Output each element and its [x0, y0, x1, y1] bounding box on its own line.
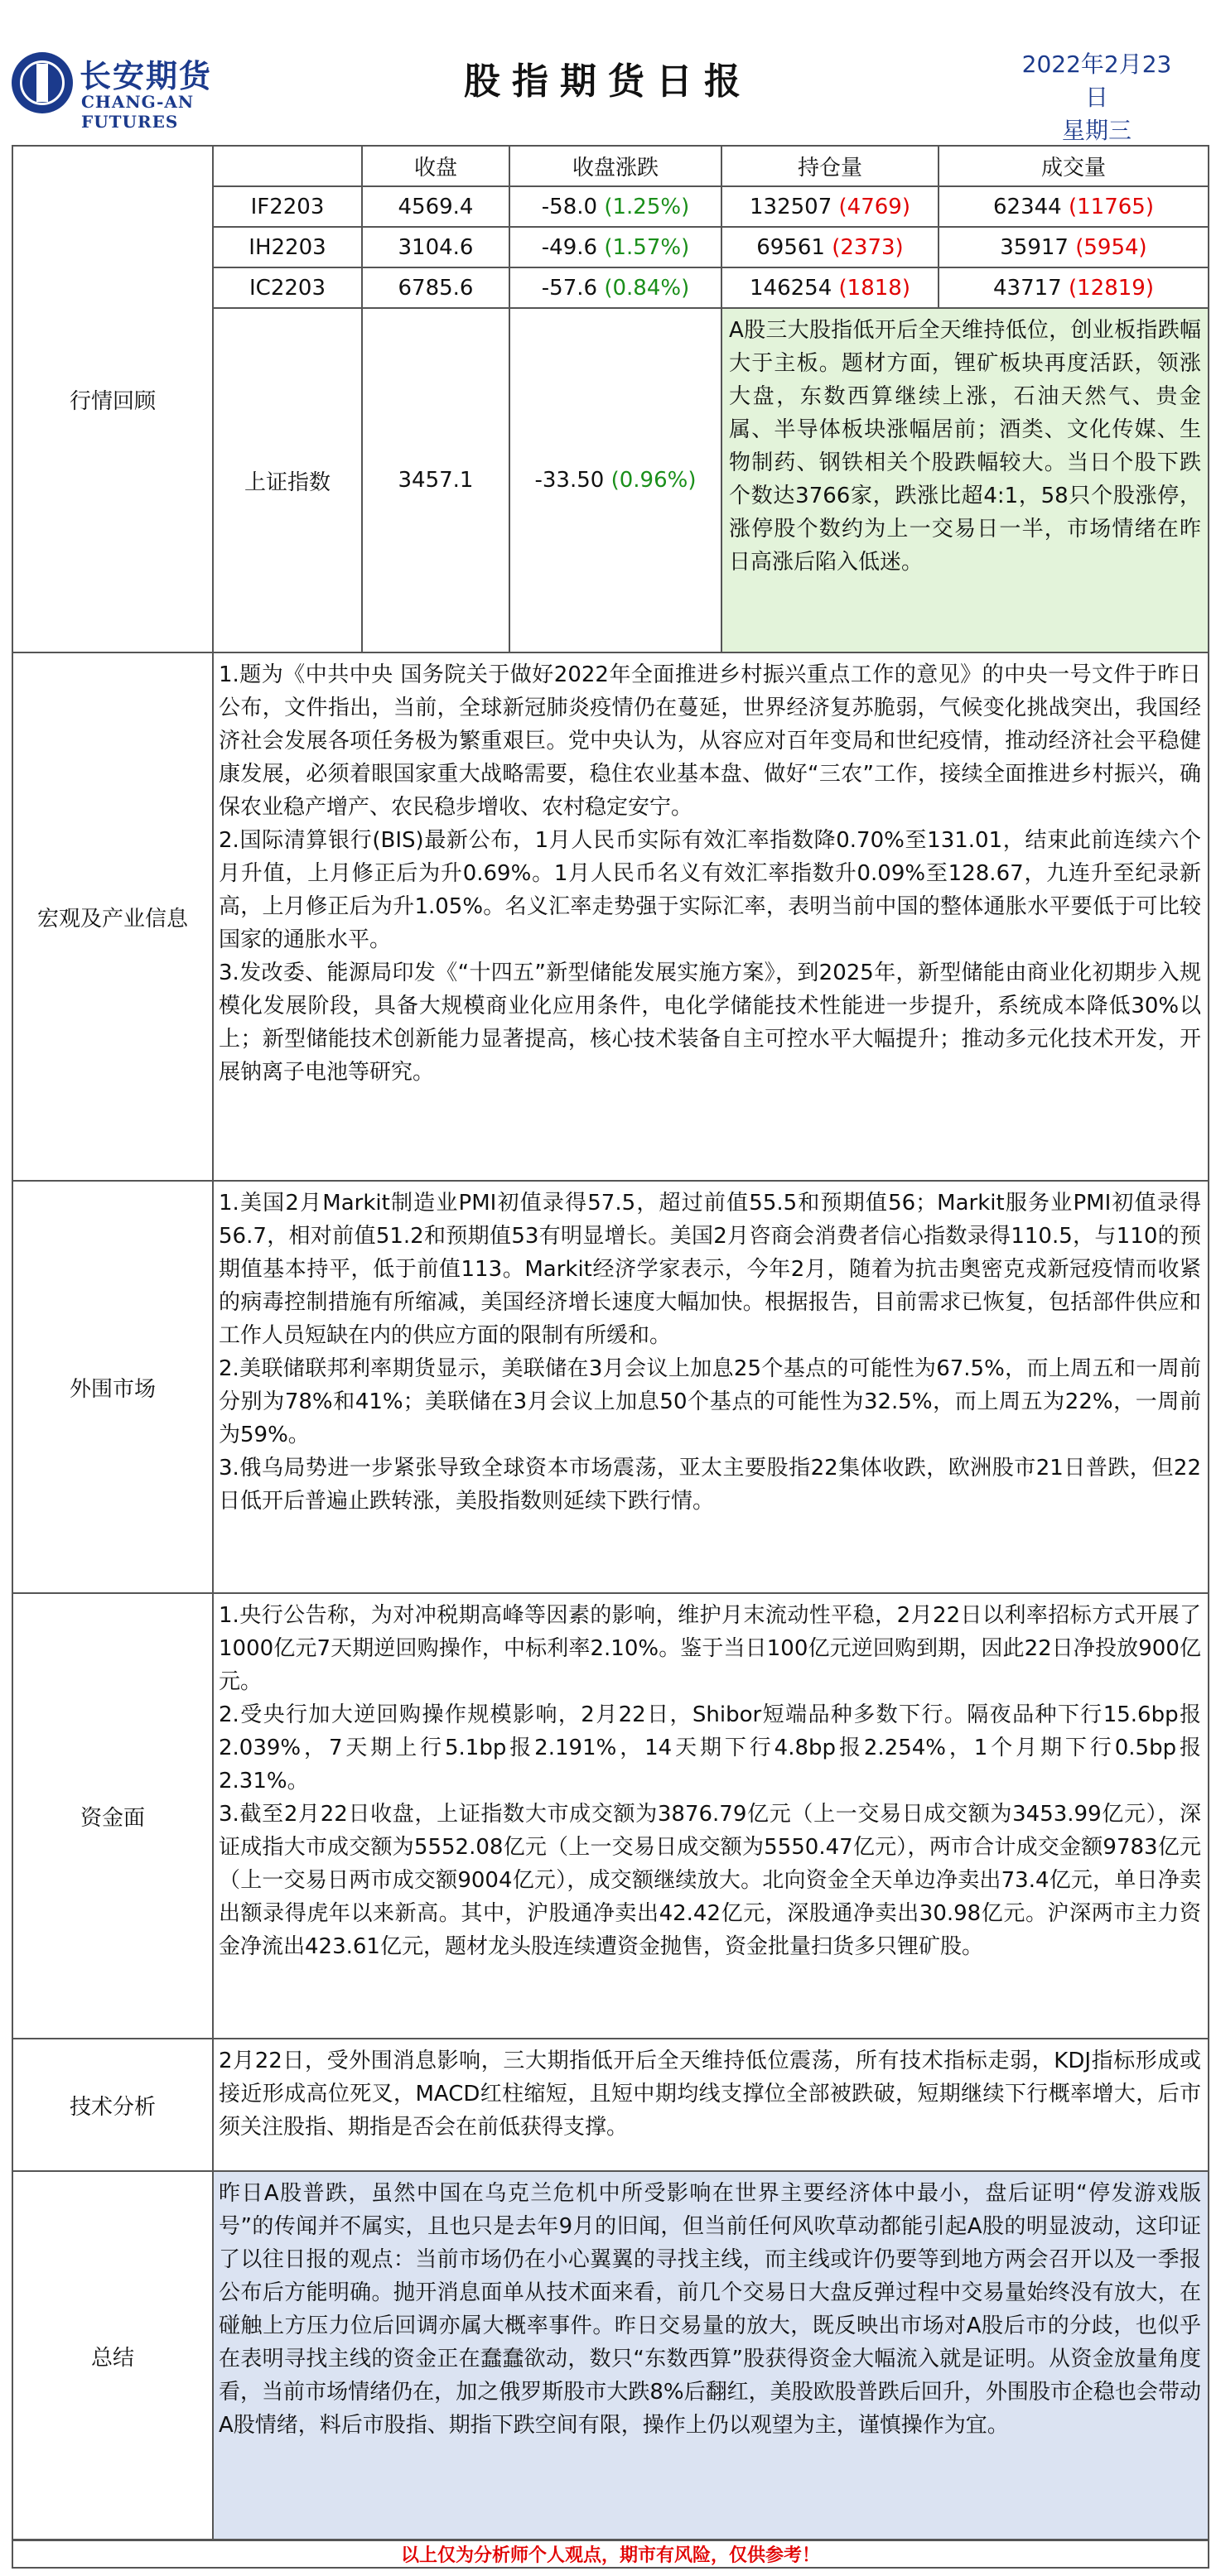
disclaimer-footer: 以上仅为分析师个人观点，期市有风险，仅供参考！: [12, 2539, 1209, 2569]
macro-content: [214, 653, 1208, 1180]
contract-code: IC2203: [214, 268, 363, 307]
section-label-market: 行情回顾: [13, 147, 214, 652]
macro-paragraph: 1.题为《中共中央 国务院关于做好2022年全面推进乡村振兴重点工作的意见》的中央一号文件于昨日公布，文件指出，当前，全球新冠肺炎疫情仍在蔓延，世界经济复苏脆弱，气候变化挑战突出，我国经济社会发展各项任务极为繁重艰巨。党中央认为，从容应对百年变局和世纪疫情，推动经济社会平稳健康发展，必须着眼国家重大战略需要，稳住农业基本盘、做好“三农”工作，接续全面推进乡村振兴，确保农业稳产增产、农民稳步增收、农村稳定安宁。: [219, 662, 1201, 820]
oi-number: 132507: [750, 194, 832, 219]
volume-change: (5954): [1075, 234, 1147, 260]
open-interest-value: [722, 228, 939, 267]
index-row: [214, 309, 1208, 652]
volume-value: [939, 187, 1208, 226]
contract-code: IF2203: [214, 187, 363, 226]
volume-value: [939, 228, 1208, 267]
funds-paragraph: 1.央行公告称，为对冲税期高峰等因素的影响，维护月末流动性平稳，2月22日以利率招标方式开展了1000亿元7天期逆回购操作，中标利率2.10%。鉴于当日100亿元逆回购到期，因此22日净投放900亿元。: [219, 1603, 1201, 1694]
funds-section: [13, 1594, 1208, 2039]
oi-number: 146254: [750, 275, 832, 301]
section-label-technical: 技术分析: [13, 2039, 214, 2170]
section-label-external: 外围市场: [13, 1182, 214, 1592]
volume-change: (12819): [1068, 275, 1154, 301]
close-value: 6785.6: [363, 268, 510, 307]
market-review-section: [13, 147, 1208, 653]
volume-number: 43717: [993, 275, 1062, 301]
change-value: [510, 187, 722, 226]
change-points: -57.6: [541, 275, 598, 301]
report-table: [12, 145, 1209, 2541]
summary-section: [13, 2172, 1208, 2540]
market-review-text: A股三大股指低开后全天维持低位，创业板指跌幅大于主板。题材方面，锂矿板块再度活跃，领涨大盘，东数西算继续上涨，石油天然气、贵金属、半导体板块涨幅居前；酒类、文化传媒、生物制药、钢铁相关个股跌幅较大。当日个股下跌个数达3766家，跌涨比超4:1，58只个股涨停，涨停股个数约为上一交易日一半，市场情绪在昨日高涨后陷入低迷。: [722, 309, 1208, 652]
macro-section: [13, 653, 1208, 1182]
summary-content: 昨日A股普跌，虽然中国在乌克兰危机中所受影响在世界主要经济体中最小，盘后证明“停发游戏版号”的传闻并不属实，且也只是去年9月的旧闻，但当前任何风吹草动都能引起A股的明显波动，这印证了以往日报的观点：当前市场仍在小心翼翼的寻找主线，而主线或许仍要等到地方两会召开以及一季报公布后方能明确。抛开消息面单从技术面来看，前几个交易日大盘反弹过程中交易量始终没有放大，在碰触上方压力位后回调亦属大概率事件。昨日交易量的放大，既反映出市场对A股后市的分歧，也似乎在表明寻找主线的资金正在蠢蠢欲动，数只“东数西算”股获得资金大幅流入就是证明。从资金放量角度看，当前市场情绪仍在，加之俄罗斯股市大跌8%后翻红，美股欧股普跌后回升，外围股市企稳也会带动A股情绪，料后市股指、期指下跌空间有限，操作上仍以观望为主，谨慎操作为宜。: [214, 2172, 1208, 2540]
change-percent: (1.57%): [604, 234, 690, 260]
funds-content: [214, 1594, 1208, 2038]
open-interest-value: [722, 187, 939, 226]
volume-value: [939, 268, 1208, 307]
close-value: 3104.6: [363, 228, 510, 267]
index-change-percent: (0.96%): [610, 468, 697, 493]
index-change-points: -33.50: [534, 468, 605, 493]
volume-number: 35917: [1000, 234, 1069, 260]
external-content: [214, 1182, 1208, 1592]
external-paragraph: 3.俄乌局势进一步紧张导致全球资本市场震荡，亚太主要股指22集体收跌，欧洲股市21日普跌，但22日低开后普遍止跌转涨，美股指数则延续下跌行情。: [219, 1456, 1201, 1514]
contract-code: IH2203: [214, 228, 363, 267]
index-close: 3457.1: [363, 309, 510, 652]
external-paragraph: 1.美国2月Markit制造业PMI初值录得57.5，超过前值55.5和预期值56；Markit服务业PMI初值录得56.7，相对前值51.2和预期值53有明显增长。美国2月咨商会消费者信心指数录得110.5，与110的预期值基本持平，低于前值113。Markit经济学家表示，今年2月，随着为抗击奥密克戎新冠疫情而收紧的病毒控制措施有所缩减，美国经济增长速度大幅加快。根据报告，目前需求已恢复，包括部件供应和工作人员短缺在内的供应方面的限制有所缓和。: [219, 1191, 1201, 1348]
table-row: [214, 187, 1208, 228]
change-value: [510, 268, 722, 307]
macro-paragraph: 2.国际清算银行(BIS)最新公布，1月人民币实际有效汇率指数降0.70%至131.01，结束此前连续六个月升值，上月修正后为升0.69%。1月人民币名义有效汇率指数升0.09%至128.67，九连升至纪录新高，上月修正后为升1.05%。名义汇率走势强于实际汇率，表明当前中国的整体通胀水平要低于可比较国家的通胀水平。: [219, 828, 1201, 952]
funds-paragraph: 3.截至2月22日收盘，上证指数大市成交额为3876.79亿元（上一交易日成交额为3453.99亿元），深证成指大市成交额为5552.08亿元（上一交易日成交额为5550.47亿元），两市合计成交金额9783亿元（上一交易日两市成交额9004亿元），成交额继续放大。北向资金全天单边净卖出73.4亿元，单日净卖出额录得虎年以来新高。其中，沪股通净卖出42.42亿元，深股通净卖出30.98亿元。沪深两市主力资金净流出423.61亿元，题材龙头股连续遭资金抛售，资金批量扫货多只锂矿股。: [219, 1802, 1201, 1959]
change-percent: (0.84%): [604, 275, 690, 301]
oi-number: 69561: [756, 234, 825, 260]
logo-english-name: CHANG-AN FUTURES: [81, 92, 195, 132]
weekday-text: 星期三: [1061, 117, 1132, 144]
table-row: [214, 268, 1208, 309]
report-title: 股指期货日报: [464, 60, 752, 103]
section-label-macro: 宏观及产业信息: [13, 653, 214, 1180]
section-label-funds: 资金面: [13, 1594, 214, 2038]
market-header-row: [214, 147, 1208, 187]
header-volume: 成交量: [1040, 156, 1106, 181]
volume-change: (11765): [1068, 194, 1154, 219]
header-close: 收盘: [363, 147, 510, 185]
open-interest-value: [722, 268, 939, 307]
table-row: [214, 228, 1208, 268]
close-value: 4569.4: [363, 187, 510, 226]
technical-section: [13, 2039, 1208, 2172]
external-paragraph: 2.美联储联邦利率期货显示，美联储在3月会议上加息25个基点的可能性为67.5%，而上周五和一周前分别为78%和41%；美联储在3月会议上加息50个基点的可能性为32.5%，而上周五为22%，一周前为59%。: [219, 1356, 1201, 1447]
oi-change: (4769): [838, 194, 910, 219]
section-label-summary: 总结: [13, 2172, 214, 2540]
report-date: [1014, 48, 1180, 147]
change-points: -58.0: [541, 194, 598, 219]
external-market-section: [13, 1182, 1208, 1594]
funds-paragraph: 2.受央行加大逆回购操作规模影响，2月22日，Shibor短端品种多数下行。隔夜品种下行15.6bp报2.039%，7天期上行5.1bp报2.191%，14天期下行4.8bp报2.254%，1个月期下行0.5bp报2.31%。: [219, 1702, 1201, 1794]
technical-content: 2月22日，受外围消息影响，三大期指低开后全天维持低位震荡，所有技术指标走弱，KDJ指标形成或接近形成高位死叉，MACD红柱缩短，且短中期均线支撑位全部被跌破，短期继续下行概率增大，后市须关注股指、期指是否会在前低获得支撑。: [219, 2049, 1201, 2140]
index-name: 上证指数: [214, 309, 363, 652]
header-change: 收盘涨跌: [510, 147, 722, 185]
oi-change: (1818): [838, 275, 910, 301]
logo-chinese-name: 长安期货: [80, 58, 213, 94]
change-percent: (1.25%): [604, 194, 690, 219]
oi-change: (2373): [832, 234, 904, 260]
market-table: [214, 147, 1208, 652]
change-value: [510, 228, 722, 267]
report-header: [0, 0, 1216, 145]
macro-paragraph: 3.发改委、能源局印发《“十四五”新型储能发展实施方案》，到2025年，新型储能由商业化初期步入规模化发展阶段，具备大规模商业化应用条件，电化学储能技术性能进一步提升，系统成本降低30%以上；新型储能技术创新能力显著提高，核心技术装备自主可控水平大幅提升；推动多元化技术开发，开展钠离子电池等研究。: [219, 961, 1201, 1085]
change-points: -49.6: [541, 234, 598, 260]
header-blank: [214, 147, 363, 185]
volume-number: 62344: [993, 194, 1062, 219]
date-text: 2022年2月23日: [1021, 51, 1172, 111]
header-open-interest: 持仓量: [722, 147, 939, 185]
index-change: [510, 309, 722, 652]
